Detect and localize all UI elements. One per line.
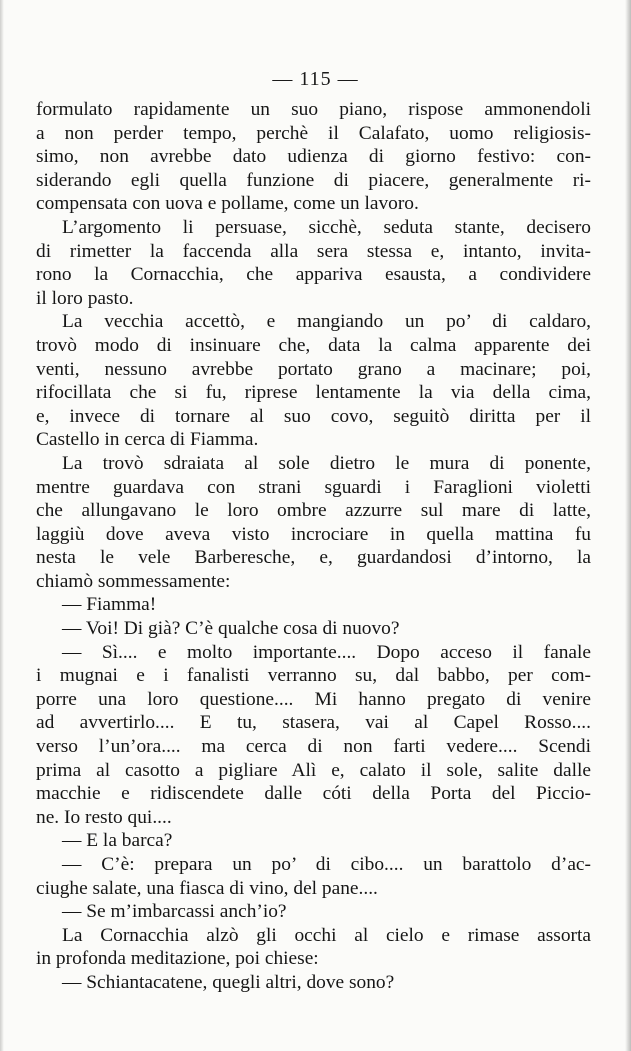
text-line: — Se m’imbarcassi anch’io? (62, 901, 287, 923)
text-line: chiamò sommessamente: (36, 570, 231, 592)
text-line: ne. Io resto qui.... (36, 806, 172, 828)
text-line: macchie e ridiscendete dalle cóti della Porta del Piccio- (36, 783, 591, 805)
text-line: Castello in cerca di Fiamma. (36, 429, 259, 451)
text-line: — C’è: prepara un po’ di cibo.... un barattolo d’ac- (62, 854, 591, 875)
text-line: La trovò sdraiata al sole dietro le mura di ponente, (62, 452, 591, 474)
text-line: rifocillata che si fu, riprese lentamente la via della cima, (36, 382, 591, 404)
text-line: — Fiamma! (62, 594, 157, 616)
text-line: venti, nessuno avrebbe portato grano a macinare; poi, (36, 358, 591, 380)
text-line: laggiù dove aveva visto incrociare in quella mattina fu (36, 523, 591, 545)
text-line: L’argomento li persuase, sicchè, seduta stante, decisero (62, 216, 591, 238)
text-line: ad avvertirlo.... E tu, stasera, vai al Capel Rosso.... (36, 712, 591, 734)
text-line: formulato rapidamente un suo piano, rispose ammonendoli (36, 99, 591, 120)
text-line: compensata con uova e pollame, come un lavoro. (36, 193, 419, 215)
body-text (36, 98, 591, 995)
text-line: simo, non avrebbe dato udienza di giorno festivo: con- (36, 146, 591, 168)
text-line: La vecchia accettò, e mangiando un po’ di caldaro, (62, 311, 591, 333)
text-line: — Schiantacatene, quegli altri, dove sono? (62, 971, 395, 993)
text-line: porre una loro questione.... Mi hanno pregato di venire (36, 688, 591, 710)
text-line: trovò modo di insinuare che, data la calma apparente dei (36, 334, 591, 356)
text-line: di rimetter la faccenda alla sera stessa e, intanto, invita- (36, 240, 591, 262)
page-left-edge (0, 0, 4, 1051)
text-line: — E la barca? (62, 830, 173, 852)
text-line: ciughe salate, una fiasca di vino, del pane.... (36, 877, 378, 899)
text-line: — Sì.... e molto importante.... Dopo acceso il fanale (62, 641, 591, 663)
text-line: siderando egli quella funzione di piacere, generalmente ri- (36, 169, 591, 191)
text-line: rono la Cornacchia, che appariva esausta, a condividere (36, 264, 591, 286)
text-line: verso l’un’ora.... ma cerca di non farti vedere.... Scendi (36, 736, 591, 758)
text-line: il loro pasto. (36, 287, 134, 309)
text-line: i mugnai e i fanalisti verranno su, dal babbo, per com- (36, 665, 591, 687)
text-line: in profonda meditazione, poi chiese: (36, 948, 319, 970)
text-line: nesta le vele Barberesche, e, guardandosi d’intorno, la (36, 547, 591, 569)
text-line: — Voi! Di già? C’è qualche cosa di nuovo? (62, 618, 400, 640)
text-line: mentre guardava con strani sguardi i Faraglioni violetti (36, 476, 591, 498)
text-line: che allungavano le loro ombre azzurre sul mare di latte, (36, 500, 591, 522)
text-line: e, invece di tornare al suo covo, seguitò diritta per il (36, 405, 591, 427)
text-line: a non perder tempo, perchè il Calafato, uomo religiosis- (36, 122, 591, 144)
text-line: La Cornacchia alzò gli occhi al cielo e rimase assorta (62, 924, 591, 946)
page-number: — 115 — (272, 68, 359, 90)
page-right-shadow (625, 0, 631, 1051)
text-line: prima al casotto a pigliare Alì e, calato il sole, salite dalle (36, 759, 591, 781)
